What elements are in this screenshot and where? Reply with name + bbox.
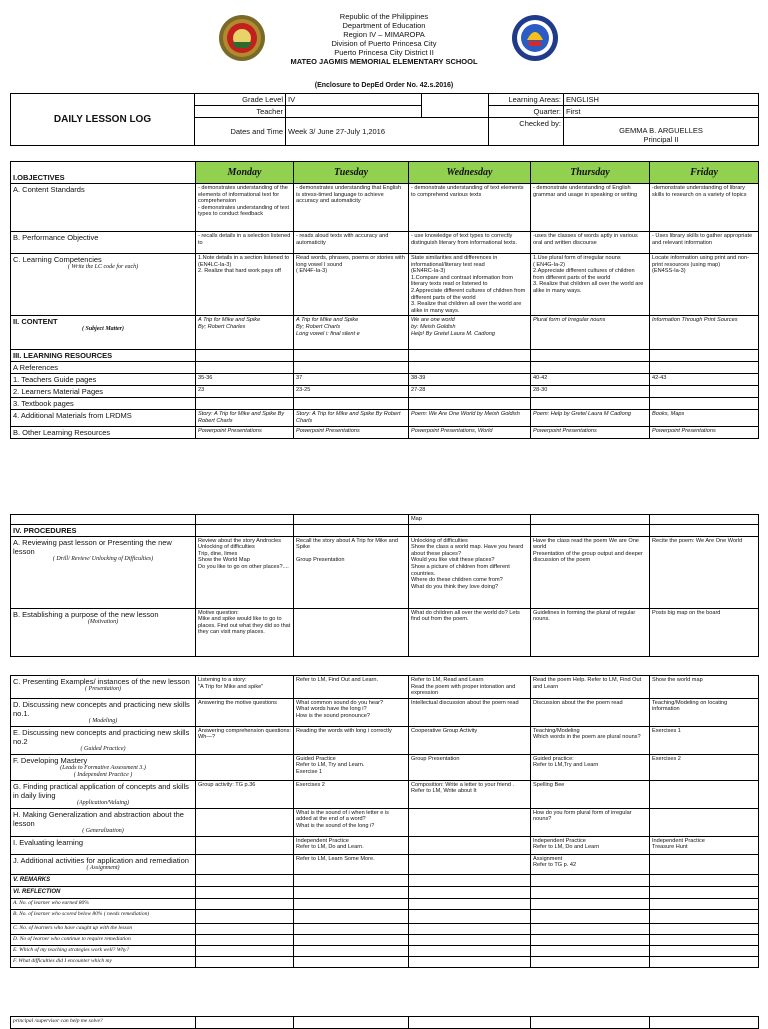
cell-friday: Show the world map bbox=[650, 676, 759, 699]
cell-tuesday: Guided Practice Refer to LM, Try and Learn. Exercise 1 bbox=[294, 754, 409, 780]
row-label bbox=[11, 854, 196, 874]
reflection-cell bbox=[531, 945, 650, 956]
row-sublabel: ( Guided Practice) bbox=[80, 745, 126, 752]
cell-wednesday: Intellectual discussion about the poem read bbox=[409, 698, 531, 726]
row-label bbox=[11, 184, 196, 232]
row-label-text: C. Presenting Examples/ instances of the new lesson bbox=[13, 677, 190, 686]
cell-friday bbox=[650, 386, 759, 398]
cell-monday bbox=[196, 886, 294, 898]
cell-friday bbox=[650, 780, 759, 808]
reflection-cell bbox=[531, 956, 650, 967]
cell-wednesday: What do children all over the world do? Lets find out from the poem. bbox=[409, 608, 531, 656]
cell-monday bbox=[196, 350, 294, 362]
row-sublabel: ( Subject Matter) bbox=[82, 326, 124, 333]
cell-tuesday: 37 bbox=[294, 374, 409, 386]
reflection-row bbox=[11, 898, 759, 909]
reflection-cell bbox=[196, 909, 294, 923]
cell-thursday: Powerpoint Presentations bbox=[531, 426, 650, 438]
cell-friday bbox=[650, 886, 759, 898]
reflection-cell bbox=[650, 909, 759, 923]
cell-monday: Motive question: Mike and spike would like to go to places. Find out what they did so that they can visit many places. bbox=[196, 608, 294, 656]
day-header-friday: Friday bbox=[650, 162, 759, 184]
quarter-label: Quarter: bbox=[489, 106, 564, 118]
table-row bbox=[11, 254, 759, 316]
row-label-text: A References bbox=[13, 363, 59, 373]
cell-thursday: Guidelines in forming the plural of regular nouns. bbox=[531, 608, 650, 656]
procedures-top-row bbox=[11, 515, 759, 525]
cell-wednesday: 38-39 bbox=[409, 374, 531, 386]
row-label-text: A. Reviewing past lesson or Presenting the new lesson bbox=[13, 537, 172, 556]
cell-thursday: Spelling Bee bbox=[531, 780, 650, 808]
table-row bbox=[11, 350, 759, 362]
row-sublabel: ( Presentation) bbox=[85, 686, 121, 692]
row-label-text: 2. Learners Material Pages bbox=[13, 387, 104, 397]
cell-tuesday: Recall the story about A Trip for Mike and Spike Group Presentation bbox=[294, 536, 409, 608]
checker-name: GEMMA B. ARGUELLES bbox=[619, 126, 703, 135]
row-label-text: A. Content Standards bbox=[13, 185, 85, 194]
reflection-label: F. What difficulties did I encounter which my bbox=[11, 956, 196, 967]
cell-friday: -demonstrate understanding of library skills to research on a variety of topics bbox=[650, 184, 759, 232]
row-label bbox=[11, 410, 196, 426]
row-label bbox=[11, 836, 196, 854]
cell-friday bbox=[650, 350, 759, 362]
cell-thursday: Have the class read the poem We are One world Presentation of the group output and deeper discussion of the poem bbox=[531, 536, 650, 608]
table-row bbox=[11, 676, 759, 699]
cell-tuesday: What is the sound of i when letter e is added at the end of a word? What is the sound of the long i? bbox=[294, 808, 409, 836]
reflection-cell bbox=[196, 923, 294, 934]
cell-thursday: Poem: Help by Gretel Laura M Cadiong bbox=[531, 410, 650, 426]
row-label bbox=[11, 698, 196, 726]
checker-block bbox=[564, 118, 759, 146]
cell-tuesday bbox=[294, 362, 409, 374]
cell-wednesday bbox=[409, 362, 531, 374]
cell-wednesday bbox=[409, 808, 531, 836]
row-label-text: G. Finding practical application of concepts and skills in daily living bbox=[13, 781, 189, 800]
cell-monday: 1.Note details in a section listened to (EN4LC-Ia-3) 2. Realize that hard work pays off bbox=[196, 254, 294, 316]
row-label bbox=[11, 426, 196, 438]
blank-cell bbox=[294, 515, 409, 525]
cell-monday: Listening to a story: "A Trip for Mike and spike" bbox=[196, 676, 294, 699]
header-line: Division of Puerto Princesa City bbox=[331, 39, 437, 48]
grade-label: Grade Level bbox=[195, 94, 286, 106]
table-row bbox=[11, 874, 759, 886]
reflection-row bbox=[11, 909, 759, 923]
reflection-row bbox=[11, 934, 759, 945]
row-label bbox=[11, 808, 196, 836]
cell-thursday: 28-30 bbox=[531, 386, 650, 398]
row-label-text: B. Establishing a purpose of the new lesson bbox=[13, 609, 159, 619]
table-row bbox=[11, 754, 759, 780]
cell-thursday: 40-42 bbox=[531, 374, 650, 386]
row-label bbox=[11, 386, 196, 398]
header-line: Republic of the Philippines bbox=[339, 12, 429, 21]
blank-cell bbox=[196, 515, 294, 525]
header-line: Region IV – MIMAROPA bbox=[343, 30, 425, 39]
cell-friday: Information Through Print Sources bbox=[650, 316, 759, 350]
row-label-text: I. Evaluating learning bbox=[13, 837, 84, 847]
reflection-cell bbox=[409, 909, 531, 923]
cell-friday: Exercises 1 bbox=[650, 726, 759, 754]
table-row bbox=[11, 780, 759, 808]
cell-monday: Review about the story Androcles Unlocking of difficulties Trip, dine, limes Show the World Map Do you like to go on other places?.... bbox=[196, 536, 294, 608]
reflection-row bbox=[11, 945, 759, 956]
table-row bbox=[11, 374, 759, 386]
row-label bbox=[11, 254, 196, 316]
row-label bbox=[11, 398, 196, 410]
cell-tuesday: Refer to LM, Find Out and Learn. bbox=[294, 676, 409, 699]
reflection-cell bbox=[650, 945, 759, 956]
cell-thursday: Independent Practice Refer to LM, Do and Learn bbox=[531, 836, 650, 854]
cell-friday: 42-43 bbox=[650, 374, 759, 386]
cell-wednesday: - demonstrate understanding of text elements to comprehend various texts bbox=[409, 184, 531, 232]
cell-wednesday: Group Presentation bbox=[409, 754, 531, 780]
table-row bbox=[11, 808, 759, 836]
row-sublabel: ( Generalization) bbox=[82, 827, 124, 834]
row-label-text: III. LEARNING RESOURCES bbox=[13, 351, 113, 361]
cell-wednesday: Powerpoint Presentations, World bbox=[409, 426, 531, 438]
row-label bbox=[11, 608, 196, 656]
cell-friday: Locate information using print and non-print resources (using map) (EN4SS-Ia-3) bbox=[650, 254, 759, 316]
reflection-g-label: principal /supervisor can help me solve? bbox=[11, 1017, 196, 1029]
day-header-wednesday: Wednesday bbox=[409, 162, 531, 184]
cell-wednesday: 27-28 bbox=[409, 386, 531, 398]
reflection-cell bbox=[409, 934, 531, 945]
cell-tuesday: Powerpoint Presentations bbox=[294, 426, 409, 438]
reflection-label: C. No. of learners who have caught up with the lesson bbox=[11, 923, 196, 934]
cell-tuesday: 23-25 bbox=[294, 386, 409, 398]
day-header-tuesday: Tuesday bbox=[294, 162, 409, 184]
header-line: Department of Education bbox=[342, 21, 426, 30]
table-row bbox=[11, 362, 759, 374]
table-row bbox=[11, 386, 759, 398]
cell-friday bbox=[650, 398, 759, 410]
reflection-cell bbox=[196, 956, 294, 967]
cell-monday bbox=[196, 874, 294, 886]
reflection-cell bbox=[196, 945, 294, 956]
cell-thursday: Teaching/Modeling Which words in the poem are plural nouns? bbox=[531, 726, 650, 754]
cell-monday: 35-36 bbox=[196, 374, 294, 386]
row-label bbox=[11, 726, 196, 754]
cell-thursday bbox=[531, 362, 650, 374]
objectives-heading: I.OBJECTIVES bbox=[11, 162, 196, 184]
cell-tuesday bbox=[294, 874, 409, 886]
cell-tuesday: What common sound do you hear? What words have the long i? How is the sound pronounce? bbox=[294, 698, 409, 726]
table-row bbox=[11, 410, 759, 426]
cell-monday bbox=[196, 854, 294, 874]
cell-tuesday: - demonstrates understanding that English is stress-timed language to achieve accuracy and automaticity bbox=[294, 184, 409, 232]
cell-thursday: -uses the classes of words aptly in various oral and written discourse bbox=[531, 232, 650, 254]
cell-monday bbox=[196, 362, 294, 374]
cell-monday: Story: A Trip for Mike and Spike By Robert Charls bbox=[196, 410, 294, 426]
cell-monday: Powerpoint Presentations bbox=[196, 426, 294, 438]
cell-wednesday: Cooperative Group Activity bbox=[409, 726, 531, 754]
row-label bbox=[11, 374, 196, 386]
row-sublabel: ( Assignment) bbox=[86, 864, 120, 871]
row-label-text: F. Developing Mastery bbox=[13, 755, 88, 765]
procedures-table bbox=[10, 514, 759, 657]
blank-cell bbox=[650, 515, 759, 525]
cell-thursday: Guided practice: Refer to LM,Try and Learn bbox=[531, 754, 650, 780]
cell-wednesday: Unlocking of difficulties Show the class a world map. Have you heard about these places? Would you like visit these places? Show a picture of children from different countries. Where do these children come from? What do you think they love doing? bbox=[409, 536, 531, 608]
cell-tuesday: Story: A Trip for Mike and Spike By Robert Charls bbox=[294, 410, 409, 426]
cell-tuesday: A Trip for Mike and Spike By; Robert Charls Long vowel i: final silent e bbox=[294, 316, 409, 350]
cell-monday: - demonstrates understanding of the elements of informational text for comprehension - demonstrates understanding of text types to conduct feedback bbox=[196, 184, 294, 232]
cell-friday bbox=[650, 362, 759, 374]
reflection-cell bbox=[650, 923, 759, 934]
cell-monday: Answering the motive questions bbox=[196, 698, 294, 726]
reflection-label: E. Which of my teaching strategies work well? Why? bbox=[11, 945, 196, 956]
cell-wednesday bbox=[409, 350, 531, 362]
row-sublabel: ( Drill/ Review/ Unlocking of Difficulties) bbox=[52, 555, 154, 562]
reflection-cell bbox=[196, 898, 294, 909]
table-row bbox=[11, 398, 759, 410]
reflection-label: A. No. of learner who earned 80% bbox=[11, 898, 196, 909]
checker-title: Principal II bbox=[643, 135, 679, 144]
cell-monday bbox=[196, 398, 294, 410]
table-row bbox=[11, 886, 759, 898]
reflection-cell bbox=[409, 898, 531, 909]
table-row bbox=[11, 232, 759, 254]
reflection-cell bbox=[294, 909, 409, 923]
cell-thursday: Plural form of Irregular nouns bbox=[531, 316, 650, 350]
dates-value: Week 3/ June 27-July 1,2016 bbox=[286, 118, 489, 146]
reflection-cell bbox=[531, 898, 650, 909]
reflection-cell bbox=[409, 923, 531, 934]
cell-friday: Posts big map on the board bbox=[650, 608, 759, 656]
cell-tuesday bbox=[294, 350, 409, 362]
row-label bbox=[11, 316, 196, 350]
school-name: MATEO JAGMIS MEMORIAL ELEMENTARY SCHOOL bbox=[290, 57, 478, 66]
reflection-cell bbox=[196, 934, 294, 945]
reflection-cell bbox=[409, 956, 531, 967]
blank-cell bbox=[11, 515, 196, 525]
info-table bbox=[10, 93, 759, 146]
row-label-text: D. Discussing new concepts and practicing new skills no.1. bbox=[13, 699, 190, 718]
cell-friday: Exercises 2 bbox=[650, 754, 759, 780]
cell-monday: - recalls details in a selection listened to bbox=[196, 232, 294, 254]
cell-tuesday: Independent Practice Refer to LM, Do and Learn. bbox=[294, 836, 409, 854]
reflection-cell bbox=[294, 934, 409, 945]
cell-thursday bbox=[531, 886, 650, 898]
reflection-cell bbox=[650, 934, 759, 945]
cell-thursday: - demonstrate understanding of English grammar and usage in speaking or writing bbox=[531, 184, 650, 232]
procedures-continued-rows bbox=[11, 676, 759, 968]
cell-tuesday: Refer to LM, Learn Some More. bbox=[294, 854, 409, 874]
reflection-row bbox=[11, 956, 759, 967]
cell-monday: Group activity: TG p.36 bbox=[196, 780, 294, 808]
cell-wednesday: State similarities and differences in informational/literary text read (EN4RC-Ia-3) 1.Compare and contrast information from literary texts read or listened to 2.Appreciate different cultures of children from different parts of the world 3. Realize that children all over the world are alike in many ways. bbox=[409, 254, 531, 316]
cell-wednesday bbox=[409, 398, 531, 410]
cell-wednesday: Refer to LM, Read and Learn Read the poem with proper intonation and expression bbox=[409, 676, 531, 699]
cell-wednesday: Composition: Write a letter to your friend . Refer to LM, Write about It bbox=[409, 780, 531, 808]
row-label-text: C. Learning Competencies bbox=[13, 255, 102, 264]
row-label-text: H. Making Generalization and abstraction about the lesson bbox=[13, 809, 184, 828]
cell-friday: Books, Maps bbox=[650, 410, 759, 426]
cell-wednesday: - use knowledge of text types to correctly distinguish literary from informational texts. bbox=[409, 232, 531, 254]
cell-friday bbox=[650, 874, 759, 886]
footer-table bbox=[10, 1016, 759, 1029]
table-row bbox=[11, 536, 759, 608]
cell-monday bbox=[196, 754, 294, 780]
quarter-value: First bbox=[564, 106, 759, 118]
day-header-thursday: Thursday bbox=[531, 162, 650, 184]
cell-monday bbox=[196, 836, 294, 854]
procedures-rows bbox=[11, 536, 759, 656]
reflection-cell bbox=[531, 909, 650, 923]
cell-tuesday bbox=[294, 398, 409, 410]
reflection-cell bbox=[650, 956, 759, 967]
cell-wednesday bbox=[409, 886, 531, 898]
objectives-table bbox=[10, 161, 759, 439]
cell-wednesday: We are one world by: Meish Goldish Help! By Gretel Laura M. Cadiong bbox=[409, 316, 531, 350]
row-label-text: 1. Teachers Guide pages bbox=[13, 375, 97, 385]
row-label bbox=[11, 754, 196, 780]
cell-tuesday bbox=[294, 886, 409, 898]
cell-wednesday: Poem: We Are One World by Meish Goldish bbox=[409, 410, 531, 426]
cell-monday: A Trip for Mike and Spike By; Robert Charles bbox=[196, 316, 294, 350]
cell-friday bbox=[650, 808, 759, 836]
row-label bbox=[11, 350, 196, 362]
cell-thursday: 1.Use plural form of irregular nouns ( EN4G-Ia-2) 2.Appreciate different cultures of children from different parts of the world 3. Realize that children all over the world are alike in many ways. bbox=[531, 254, 650, 316]
row-label bbox=[11, 362, 196, 374]
row-label-text: J. Additional activities for application and remediation bbox=[13, 855, 189, 865]
log-title: DAILY LESSON LOG bbox=[11, 94, 195, 146]
reflection-row bbox=[11, 923, 759, 934]
objectives-rows bbox=[11, 184, 759, 439]
row-label bbox=[11, 232, 196, 254]
row-sublabel: (Application/Valuing) bbox=[77, 799, 129, 806]
table-row bbox=[11, 854, 759, 874]
row-label bbox=[11, 676, 196, 699]
table-row bbox=[11, 608, 759, 656]
row-sublabel: (Leads to Formative Assessment 3.) ( Independent Practice ) bbox=[60, 764, 146, 778]
cell-tuesday: - reads aloud texts with accuracy and automaticity bbox=[294, 232, 409, 254]
cell-friday: Teaching/Modeling on locating information bbox=[650, 698, 759, 726]
cell-wednesday bbox=[409, 854, 531, 874]
row-label bbox=[11, 886, 196, 898]
row-sublabel: ( Modeling) bbox=[88, 717, 118, 724]
cell-thursday: How do you form plural form of irregular nouns? bbox=[531, 808, 650, 836]
reflection-cell bbox=[294, 945, 409, 956]
row-label-text: II. CONTENT bbox=[13, 317, 58, 327]
map-carry-cell: Map bbox=[409, 515, 531, 525]
checked-by-label: Checked by: bbox=[489, 118, 564, 146]
dates-label: Dates and Time bbox=[195, 118, 286, 146]
header-line: Puerto Princesa City District II bbox=[334, 48, 434, 57]
cell-thursday bbox=[531, 350, 650, 362]
row-label-text: VI. REFLECTION bbox=[13, 888, 61, 895]
cell-friday: Independent Practice Treasure Hunt bbox=[650, 836, 759, 854]
reflection-cell bbox=[294, 956, 409, 967]
teacher-label: Teacher bbox=[195, 106, 286, 118]
reflection-label: D. No of learner who continue to require remediation bbox=[11, 934, 196, 945]
reflection-cell bbox=[294, 898, 409, 909]
reflection-cell bbox=[409, 945, 531, 956]
table-row bbox=[11, 726, 759, 754]
reflection-cell bbox=[294, 923, 409, 934]
row-label-text: B. Performance Objective bbox=[13, 233, 99, 242]
reflection-cell bbox=[650, 898, 759, 909]
row-sublabel: (Motivation) bbox=[87, 618, 119, 625]
reflection-cell bbox=[531, 934, 650, 945]
procedures-continued-table bbox=[10, 675, 759, 968]
teacher-value bbox=[286, 106, 422, 118]
cell-tuesday: Exercises 2 bbox=[294, 780, 409, 808]
row-label-text: B. Other Learning Resources bbox=[13, 427, 111, 437]
cell-friday: - Uses library skills to gather appropriate and relevant information bbox=[650, 232, 759, 254]
row-label-text: E. Discussing new concepts and practicing new skills no.2 bbox=[13, 727, 190, 746]
table-row bbox=[11, 426, 759, 438]
cell-thursday bbox=[531, 398, 650, 410]
cell-wednesday bbox=[409, 874, 531, 886]
table-row bbox=[11, 184, 759, 232]
learning-areas-value: ENGLISH bbox=[564, 94, 759, 106]
cell-monday: Answering comprehension questions: Wh—? bbox=[196, 726, 294, 754]
row-label-text: 3. Textbook pages bbox=[13, 399, 74, 409]
row-label bbox=[11, 780, 196, 808]
cell-monday bbox=[196, 808, 294, 836]
reflection-label: B. No. of learner who scored below 80% ( needs remediation) bbox=[11, 909, 196, 923]
cell-wednesday bbox=[409, 836, 531, 854]
row-label-text: V. REMARKS bbox=[13, 876, 51, 883]
reflection-cell bbox=[531, 923, 650, 934]
cell-thursday: Discussion about the the poem read bbox=[531, 698, 650, 726]
learning-areas-label: Learning Areas: bbox=[489, 94, 564, 106]
cell-friday: Recite the poem: We Are One World bbox=[650, 536, 759, 608]
cell-thursday: Read the poem Help. Refer to LM, Find Out and Learn bbox=[531, 676, 650, 699]
cell-tuesday: Reading the words with long i correctly bbox=[294, 726, 409, 754]
cell-tuesday bbox=[294, 608, 409, 656]
enclosure-note: (Enclosure to DepEd Order No. 42.s.2016) bbox=[314, 82, 454, 89]
row-label bbox=[11, 874, 196, 886]
cell-friday bbox=[650, 854, 759, 874]
cell-monday: 23 bbox=[196, 386, 294, 398]
procedures-heading: IV. PROCEDURES bbox=[11, 524, 196, 536]
cell-thursday: Assignment Refer to TG p. 42 bbox=[531, 854, 650, 874]
cell-tuesday: Read words, phrases, poems or stories with long vowel I sound ( EN4F-Ia-3) bbox=[294, 254, 409, 316]
table-row bbox=[11, 698, 759, 726]
cell-friday: Powerpoint Presentations bbox=[650, 426, 759, 438]
blank-cell bbox=[531, 515, 650, 525]
row-label bbox=[11, 536, 196, 608]
row-label-text: 4. Additional Materials from LRDMS bbox=[13, 411, 132, 421]
row-sublabel: ( Write the LC code for each) bbox=[67, 264, 139, 270]
day-header-monday: Monday bbox=[196, 162, 294, 184]
table-row bbox=[11, 316, 759, 350]
grade-value: IV bbox=[286, 94, 422, 106]
cell-thursday bbox=[531, 874, 650, 886]
table-row bbox=[11, 836, 759, 854]
